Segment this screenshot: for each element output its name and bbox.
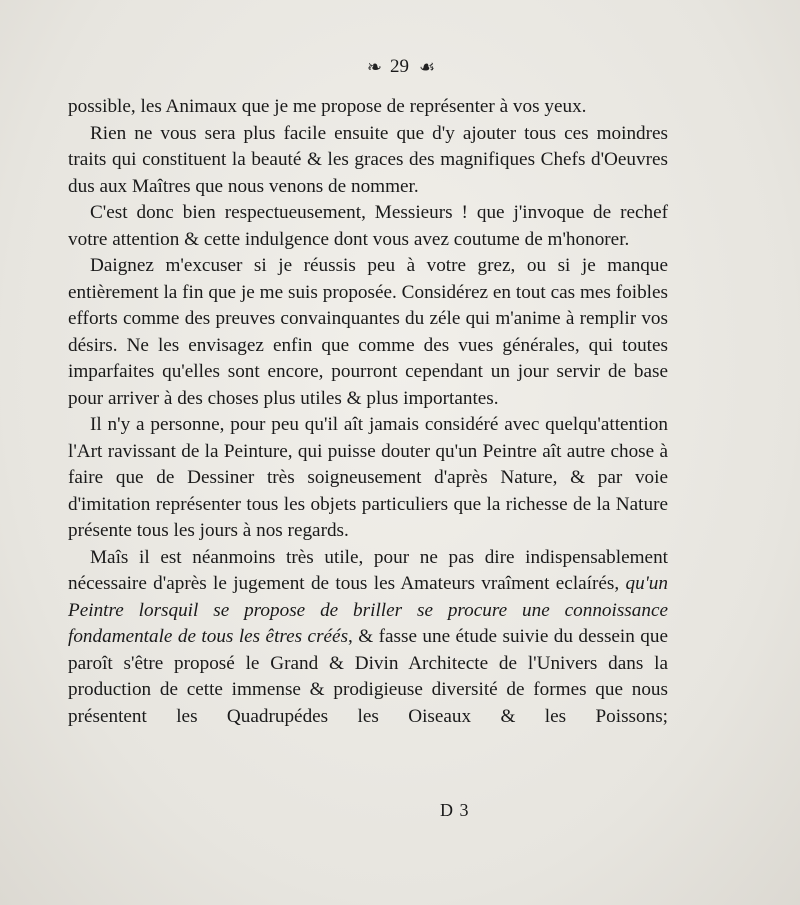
paragraph: C'est donc bien respectueusement, Messieurs ! que j'invoque de rechef votre attention & cette indulgence dont vous avez coutume de m'honorer. [68,202,668,250]
paragraph: Daignez m'excuser si je réussis peu à votre grez, ou si je manque entièrement la fin que je me suis proposée. Considérez en tout cas mes foibles efforts comme des preuves convainquantes du zéle qui m'anime à remplir vos désirs. Ne les envisagez enfin que comme des vues générales, qui toutes imparfaites qu'elles sont encore, pourront cependant un jour servir de base pour arriver à des choses plus utiles & plus importantes. [68,255,668,409]
signature-mark: D 3 [440,800,470,820]
paragraph [68,545,668,731]
italic-passage: qu'un Peintre lorsquil se propose de briller se procure une connoissance fondamentale de tous les êtres créés [68,573,668,647]
paragraph-text: Maîs il est néanmoins très utile, pour ne pas dire indispensablement nécessaire d'après le jugement de tous les Amateurs vraîment eclaírés, [68,546,668,594]
ornament-right-icon: ☙ [418,56,434,77]
paragraph: Rien ne vous sera plus facile ensuite que d'y ajouter tous ces moindres traits qui constituent la beauté & les graces des magnifiques Chefs d'Oeuvres dus aux Maîtres que nous venons de nommer. [68,122,668,197]
body-text [68,94,668,730]
page-header [0,56,800,78]
paragraph: possible, les Animaux que je me propose de représenter à vos yeux. [68,96,587,117]
paragraph: Il n'y a personne, pour peu qu'il aît jamais considéré avec quelqu'attention l'Art ravissant de la Peinture, qui puisse douter qu'un Peintre aît autre chose à faire que de Dessiner très soigneusement d'après Nature, & par voie d'imitation représenter tous les objets particuliers que la richesse de la Nature présente tous les jours à nos regards. [68,414,668,541]
ornament-left-icon: ❧ [366,56,380,77]
page-number: 29 [389,56,409,77]
paragraph-text: , & fasse une étude suivie du dessein que paroît s'être proposé le Grand & Divin Architecte de l'Univers dans la production de cette immense & prodigieuse diversité de formes que nous présentent les Quadrupédes les Oiseaux & les Poissons; [68,626,668,727]
